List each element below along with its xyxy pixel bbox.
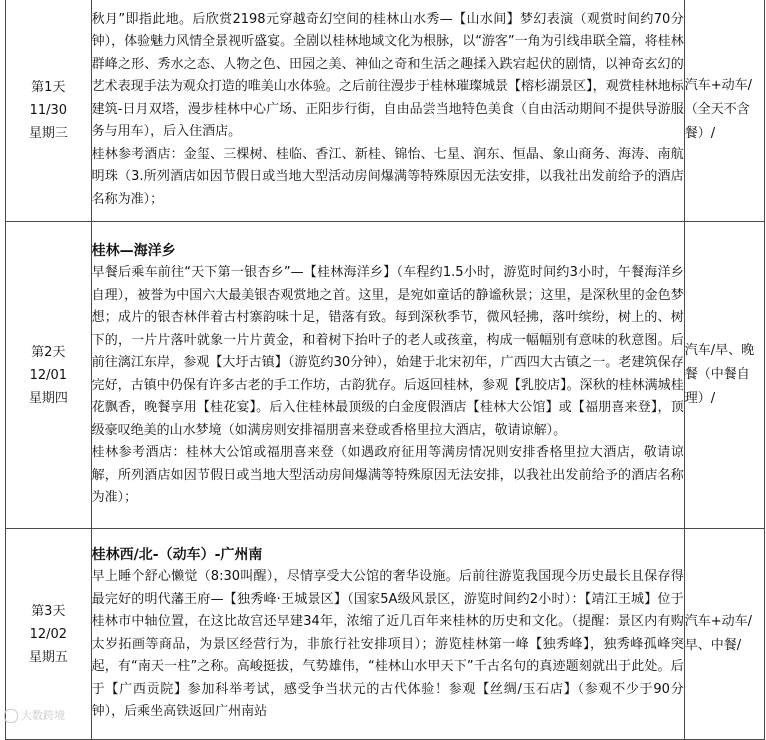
- watermark-text: 大数跨境: [21, 709, 65, 722]
- day-date: 11/30: [29, 102, 68, 118]
- day-cell: [6, 0, 92, 222]
- day-weekday: 星期四: [28, 390, 68, 406]
- day-cell: [6, 222, 92, 529]
- watermark-logo-icon: [4, 709, 18, 723]
- day-number: 第1天: [31, 79, 66, 95]
- itinerary-row-day2: [6, 222, 765, 529]
- hotel-reference: 桂林参考酒店：桂林大公馆或福朋喜来登（如遇政府征用等满房情况则安排香格里拉大酒店，敬请谅解，所列酒店如因节假日或当地大型活动房间爆满等特殊原因无法安排，以我社出发前给予的酒店名称为准）；: [91, 445, 684, 506]
- itinerary-body: 秋月”即指此地。后欣赏2198元穿越奇幻空间的桂林山水秀—【山水间】梦幻表演（观赏时间约70分钟），体验魅力风情全景视听盛宴。全剧以桂林地域文化为根脉，以“游客”一角为引线串联全篇，将桂林群峰之形、秀水之态、人物之色、田园之美、神仙之奇和生活之趣揉入跌宕起伏的剧情，以神奇玄幻的艺术表现手法为观众打造的唯美山水体验。之后前往漫步于桂林璀璨城景【榕杉湖景区】，观赏桂林地标建筑-日月双塔，漫步桂林中心广场、正阳步行街，自由品尝当地特色美食（自由活动期间不提供导游服务与用车），后入住酒店。: [91, 11, 684, 140]
- hotel-reference: 桂林参考酒店：金玺、三棵树、桂临、香江、新桂、锦怡、七星、润东、恒晶、象山商务、海涛、南航明珠（3.所列酒店如因节假日或当地大型活动房间爆满等特殊原因无法安排，以我社出发前给予的酒店名称为准）；: [91, 146, 684, 207]
- itinerary-content: [91, 222, 684, 529]
- itinerary-content: [91, 0, 684, 222]
- watermark: [4, 707, 65, 723]
- day-number: 第2天: [31, 344, 66, 360]
- itinerary-row-day3: [6, 529, 765, 740]
- day-weekday: 星期三: [28, 125, 68, 141]
- itinerary-table: [5, 0, 765, 740]
- itinerary-body: 早上睡个舒心懒觉（8:30叫醒），尽情享受大公馆的奢华设施。后前往游览我国现今历史最长且保存得最完好的明代藩王府—【独秀峰·王城景区】（国家5A级风景区，游览时间约2小时）：【靖江王城】位于桂林市中轴位置，在这比故宫还早建34年，浓缩了近几百年来桂林的历史和文化。（提醒：景区内有购太岁拓画等商品，为景区经营行为，非旅行社安排项目）；游览桂林第一峰【独秀峰】，独秀峰孤峰突起，有“南天一柱”之称。高峻挺拔，气势雄伟，“桂林山水甲天下”千古名句的真迹题刻就出于此处。后于【广西贡院】参加科举考试，感受争当状元的古代体验！参观【丝绸/玉石店】（参观不少于90分钟），后乘坐高铁返回广州南站: [91, 569, 684, 720]
- transport-meals: 汽车+动车/（全天不含餐）/: [684, 0, 764, 222]
- day-date: 12/02: [29, 626, 68, 642]
- itinerary-content: [91, 529, 684, 740]
- day-weekday: 星期五: [28, 649, 68, 665]
- day-number: 第3天: [31, 603, 66, 619]
- transport-meals: 汽车/早、晚餐（中餐自理）/: [684, 222, 764, 529]
- route-title: 桂林—海洋乡: [91, 243, 176, 260]
- itinerary-row-day1: [6, 0, 765, 222]
- day-date: 12/01: [29, 367, 68, 383]
- route-title: 桂林西/北-（动车）-广州南: [91, 547, 263, 564]
- transport-meals: 汽车+动车/早、中餐/: [684, 529, 764, 740]
- itinerary-body: 早餐后乘车前往“天下第一银杏乡”—【桂林海洋乡】（车程约1.5小时，游览时间约3小时，午餐海洋乡自理），被誉为中国六大最美银杏观赏地之首。这里，是宛如童话的静谧秋景；这里，是深秋里的金色梦想；成片的银杏林伴着古村寨韵味十足，错落有致。每到深秋季节，微风轻拂，落叶缤纷，树上的、树下的，一片片落叶就象一片片黄金，和着树下抬叶子的老人或孩童，构成一幅幅别有意味的秋意图。后前往漓江东岸，参观【大圩古镇】（游览约30分钟），始建于北宋初年，广西四大古镇之一。老建筑保存完好，古镇中仍保有许多古老的手工作坊，古韵犹存。后返回桂林，参观【乳胶店】。深秋的桂林满城桂花飘香，晚餐享用【桂花宴】。后入住桂林最顶级的白金度假酒店【桂林大公馆】或【福朋喜来登】，顶级豪叹绝美的山水梦境（如满房则安排福朋喜来登或香格里拉大酒店，敬请谅解）。: [91, 265, 684, 438]
